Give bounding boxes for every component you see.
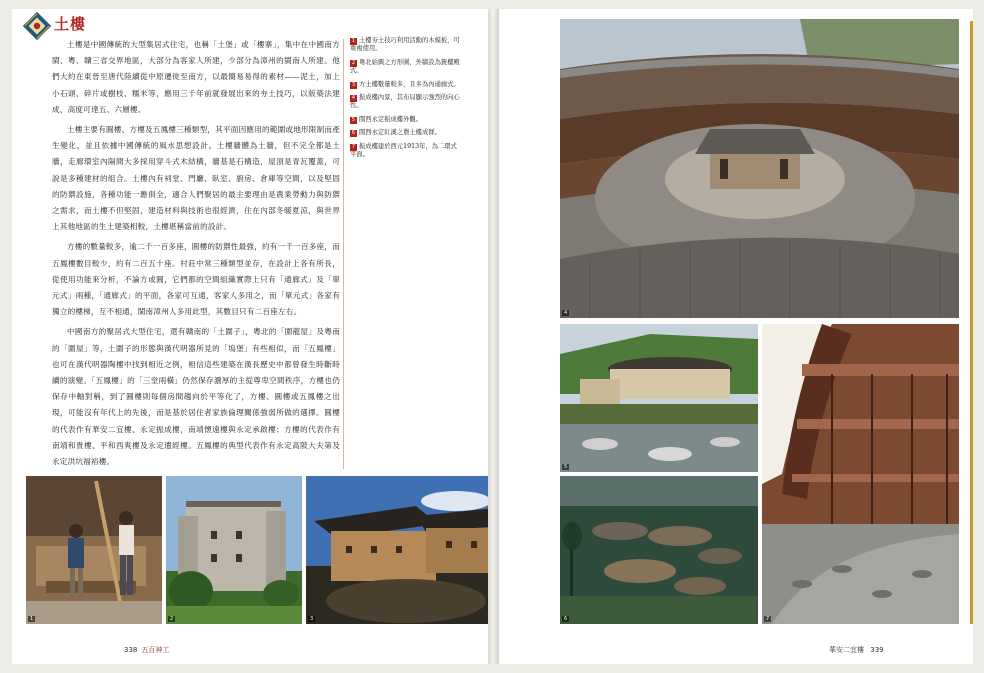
paragraph: 土樓是中國傳統的大型集居式住宅，也稱「土堡」或「樓寨」，集中在中國南方閩、粵、贛三省交界地區，大部分為客家人所建，少部分為漳州的閩南人所建。他們大約在東晉至唐代陸續從中原遷徙至南方，以最簡易易得的素材——泥土，加上小石頭、碎片或樹枝、糯米等，應用三千年前就發展出來的夯土技巧，以版築法建成，高度可達五、六層樓。 xyxy=(52,40,340,114)
caption-number: 1 xyxy=(351,38,356,44)
caption-item xyxy=(350,94,460,111)
caption-item xyxy=(350,129,460,137)
caption-text: 閩西永定紅溪之農土樓成群。 xyxy=(359,129,441,137)
caption-number: 6 xyxy=(351,130,356,137)
caption-item xyxy=(350,81,460,89)
photo-captions xyxy=(350,37,460,164)
paragraph: 中國南方的聚居式大型住宅，還有贛南的「土圍子」，粵北的「圍龍屋」及粵南的「圍屋」等，土圍子的形態與漢代明器所見的「塢堡」有些相似，而「五鳳樓」也可在漢代明器陶樓中找到相近之例，相信這些建築在漢長歷史中都曾發生時斷時續的演變。「五鳳樓」的「三堂兩橫」仍然保存濃厚的主從尊卑空間秩序，方樓也仍保存中軸對稱，到了圓樓則每個房間趨向於平等化了，方樓、圓樓或五鳳樓之出現，可能沒有年代上的先後，而是基於居住者家族倫理關係強弱所做的選擇。圓樓的代表作有華安二宜樓、永定振成樓，南靖懷遠樓與永定承啟樓；方樓的代表作有南靖和貴樓、平和西爽樓及永定遺經樓。五鳳樓的典型代表作有永定高陂大夫第及永定洪坑福裕樓。 xyxy=(52,327,340,467)
photo-number: 2 xyxy=(170,616,174,622)
photo-number: 3 xyxy=(310,616,314,622)
caption-number: 3 xyxy=(351,81,356,88)
photo-number: 4 xyxy=(564,310,568,316)
caption-number: 7 xyxy=(351,143,356,150)
caption-number: 2 xyxy=(351,59,356,66)
page-title: 土樓 xyxy=(54,15,87,33)
article-body xyxy=(52,37,340,467)
caption-text: 粵北始興之方形圍，外牆設為銃樓殿式。 xyxy=(350,58,460,75)
photo-number: 1 xyxy=(30,616,34,622)
paragraph: 方樓的數量較多，逾二千一百多座，圓樓的防禦性最強，約有一千一百多座，而五鳳樓數目較少，約有二百五十座。村莊中常三種類型並存，在設計上各有所長，從使用功能來分析，不論方或圓，它們都的空間組織實際上只有「通廊式」及「單元式」兩種，「通廊式」的平面，各家可互通，客家人多用之，而「單元式」各家有獨立的樓梯，互不相通，閩南漳州人多用此型，其數目只有二百座左右。 xyxy=(52,242,340,317)
page-number: 338 xyxy=(124,646,138,654)
gold-rule xyxy=(970,21,973,624)
caption-text: 土樓夯土技巧利用活動的木模板，可重複使用。 xyxy=(350,37,460,53)
photo-tulou-cluster xyxy=(560,476,758,624)
photo-number: 5 xyxy=(564,464,568,470)
caption-item xyxy=(350,37,460,54)
ornament-icon xyxy=(22,11,52,41)
caption-text: 振成樓內景，其布局顯示強烈的向心性。 xyxy=(350,94,460,110)
photo-square-tulou xyxy=(306,476,488,624)
footer-right xyxy=(829,645,884,655)
caption-number: 5 xyxy=(351,116,356,123)
left-page xyxy=(12,9,488,664)
caption-text: 振成樓建於西元1913年，為二環式平面。 xyxy=(350,142,457,159)
caption-item xyxy=(350,116,460,124)
section-name: 華安二宜樓 xyxy=(829,646,864,654)
caption-item xyxy=(350,143,460,160)
book-gutter xyxy=(488,9,499,664)
caption-text: 方土樓數量較多，且多為內通廊式。 xyxy=(359,80,460,88)
footer-left xyxy=(124,645,169,655)
paragraph: 土樓主要有圓樓、方樓及五鳳樓三種類型，其平面因應用的範圍或地形限制而產生變化，並且依據中國傳統的風水思想設計。土樓牆體為土牆，但不完全都是土牆，走廊環室內隔間大多採用穿斗式木結構，牆基是石構造，屋頂是青瓦覆蓋，可說是多種建材的組合。土樓內有祠堂、門廳、臥室、廚房、倉庫等空間，以及堅固的防禦設施，各種功能一應俱全，適合人們聚居的最主要理由是農業勞動力與防禦之需求，而土樓不但堅固，建造材料與技術也很經濟，住在內部冬暖夏涼，與世界上其他地區的生土建築相較，土樓堪稱當前的設計。 xyxy=(52,125,340,232)
photo-round-tulou-courtyard xyxy=(762,324,959,624)
photo-number: 7 xyxy=(766,616,770,622)
caption-item xyxy=(350,59,460,76)
right-page xyxy=(499,9,973,664)
photo-round-tulou-interior xyxy=(560,19,959,318)
photo-rammed-earth-workers xyxy=(26,476,162,624)
column-divider xyxy=(343,39,344,469)
page-number: 339 xyxy=(870,646,884,654)
photo-tulou-exterior-river xyxy=(560,324,758,472)
caption-text: 閩西永定振成樓外觀。 xyxy=(359,115,422,123)
caption-number: 4 xyxy=(351,95,356,102)
photo-number: 6 xyxy=(564,616,568,622)
photo-square-fort xyxy=(166,476,302,624)
section-name: 五百神工 xyxy=(141,646,170,654)
